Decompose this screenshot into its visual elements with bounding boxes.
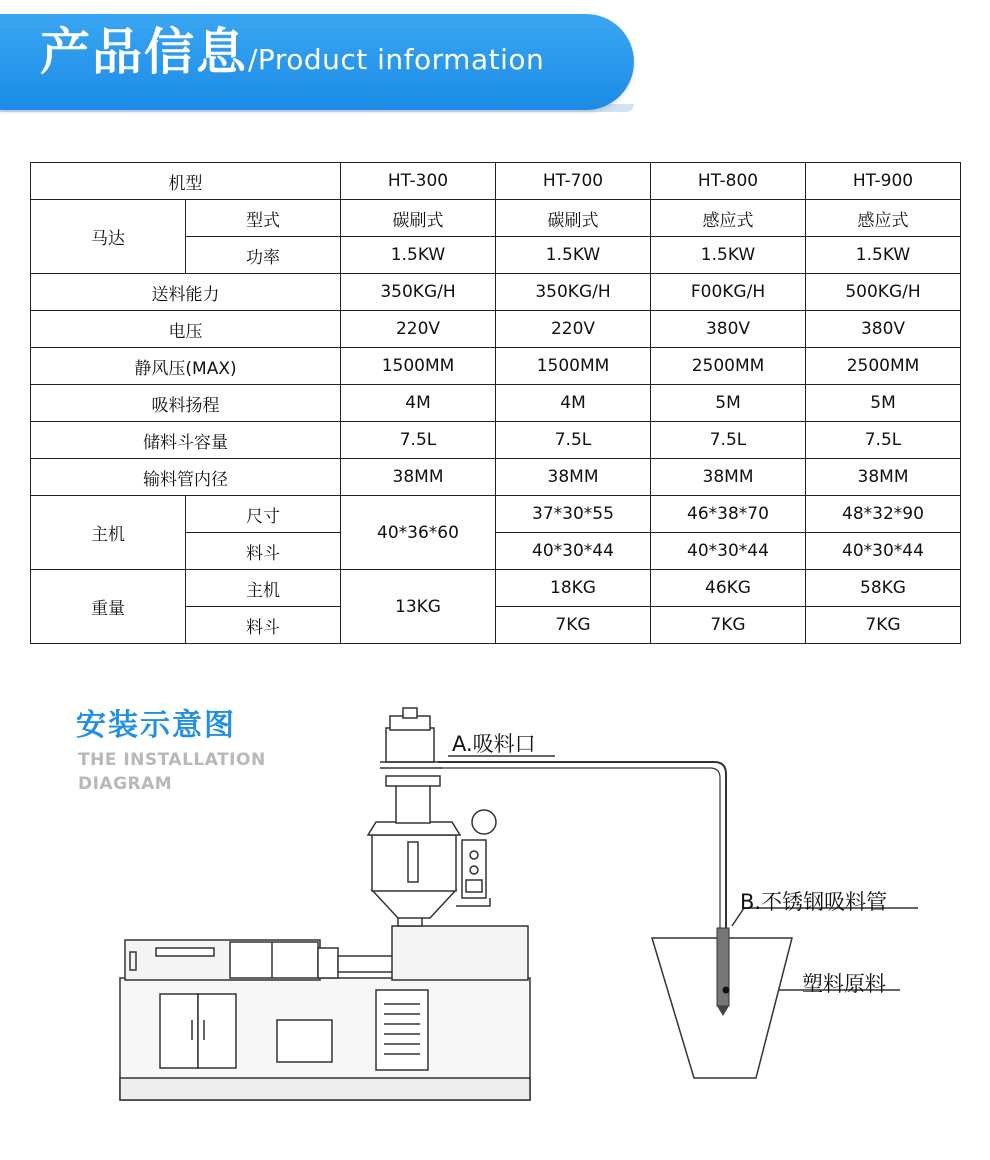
machine-base-edge [120, 1078, 530, 1100]
table-cell: 46KG [651, 570, 806, 607]
table-cell: 1.5KW [806, 237, 961, 274]
table-cell: 350KG/H [496, 274, 651, 311]
motor-label: 马达 [31, 200, 186, 274]
clamp-box [230, 942, 318, 978]
table-cell: 7.5L [651, 422, 806, 459]
table-cell: 2500MM [651, 348, 806, 385]
table-cell: 40*30*44 [806, 533, 961, 570]
table-cell: 48*32*90 [806, 496, 961, 533]
label-b-stainless-pipe: B.不锈钢吸料管 [740, 890, 888, 914]
diagram-subtitle-line2: DIAGRAM [78, 774, 173, 794]
table-cell: 18KG [496, 570, 651, 607]
model-ht800: HT-800 [651, 163, 806, 200]
main-unit-label: 主机 [31, 496, 186, 570]
model-ht300: HT-300 [341, 163, 496, 200]
injection-unit [392, 926, 528, 980]
barrel-housing [318, 948, 338, 978]
loader-head [386, 728, 434, 762]
table-row-model [31, 163, 961, 200]
table-cell: 38MM [806, 459, 961, 496]
model-ht900: HT-900 [806, 163, 961, 200]
label-c-plastic-material: 塑料原料 [802, 972, 886, 996]
table-cell: 380V [651, 311, 806, 348]
middle-box [277, 1020, 332, 1062]
table-cell: 380V [806, 311, 961, 348]
suction-wand [717, 928, 729, 1006]
loader-cylinder [396, 785, 430, 823]
vent-panel [376, 990, 428, 1070]
hopper-top [368, 822, 460, 835]
table-cell: 38MM [341, 459, 496, 496]
table-cell: 1.5KW [341, 237, 496, 274]
row-label: 送料能力 [31, 274, 341, 311]
table-row-weight-main [31, 570, 961, 607]
table-cell: 46*38*70 [651, 496, 806, 533]
model-ht700: HT-700 [496, 163, 651, 200]
motor-type-label: 型式 [186, 200, 341, 237]
loader-fan [403, 708, 417, 718]
table-cell: 感应式 [651, 200, 806, 237]
table-cell: 13KG [341, 570, 496, 644]
row-label: 吸料扬程 [31, 385, 341, 422]
main-size-label: 尺寸 [186, 496, 341, 533]
table-cell: 碳刷式 [496, 200, 651, 237]
table-cell: 1500MM [496, 348, 651, 385]
row-label: 静风压(MAX) [31, 348, 341, 385]
motor-power-label: 功率 [186, 237, 341, 274]
table-cell: F00KG/H [651, 274, 806, 311]
table-cell: 7KG [806, 607, 961, 644]
table-row [31, 311, 961, 348]
table-cell: 7KG [651, 607, 806, 644]
table-row-main-size [31, 496, 961, 533]
table-cell: 7KG [496, 607, 651, 644]
model-label: 机型 [31, 163, 341, 200]
table-row [31, 348, 961, 385]
table-cell: 4M [496, 385, 651, 422]
diagram-subtitle [78, 748, 266, 796]
table-cell: 7.5L [496, 422, 651, 459]
table-cell: 2500MM [806, 348, 961, 385]
row-label: 储料斗容量 [31, 422, 341, 459]
support-arm [456, 898, 490, 906]
cable-ring [472, 810, 496, 834]
hopper-cone [372, 890, 456, 918]
spec-table [30, 162, 961, 644]
row-label: 输料管内径 [31, 459, 341, 496]
table-cell: 4M [341, 385, 496, 422]
weight-main-label: 主机 [186, 570, 341, 607]
table-cell: 5M [651, 385, 806, 422]
main-hopper-label: 料斗 [186, 533, 341, 570]
table-cell: 220V [496, 311, 651, 348]
diagram-subtitle-line1: THE INSTALLATION [78, 750, 266, 770]
table-cell: 500KG/H [806, 274, 961, 311]
table-cell: 40*30*44 [651, 533, 806, 570]
page-title [40, 22, 544, 90]
table-cell: 350KG/H [341, 274, 496, 311]
weight-label: 重量 [31, 570, 186, 644]
table-cell: 37*30*55 [496, 496, 651, 533]
table-cell: 58KG [806, 570, 961, 607]
table-row [31, 274, 961, 311]
loader-cap [386, 776, 440, 786]
table-cell: 碳刷式 [341, 200, 496, 237]
title-en: /Product information [248, 43, 545, 76]
table-cell: 感应式 [806, 200, 961, 237]
title-cn: 产品信息 [40, 23, 248, 81]
table-cell: 1500MM [341, 348, 496, 385]
table-cell: 38MM [496, 459, 651, 496]
table-cell: 220V [341, 311, 496, 348]
label-dot-c [723, 987, 730, 994]
table-cell: 40*36*60 [341, 496, 496, 570]
table-cell: 38MM [651, 459, 806, 496]
weight-hopper-label: 料斗 [186, 607, 341, 644]
table-row [31, 422, 961, 459]
table-row-motor-type [31, 200, 961, 237]
table-cell: 7.5L [341, 422, 496, 459]
label-a-suction-port: A.吸料口 [452, 732, 536, 756]
table-cell: 40*30*44 [496, 533, 651, 570]
barrel [338, 956, 398, 972]
diagram-title: 安装示意图 [76, 708, 236, 743]
table-row [31, 459, 961, 496]
table-row [31, 385, 961, 422]
table-cell: 7.5L [806, 422, 961, 459]
table-cell: 1.5KW [496, 237, 651, 274]
clamp-panel [156, 948, 214, 956]
row-label: 电压 [31, 311, 341, 348]
table-cell: 5M [806, 385, 961, 422]
table-cell: 1.5KW [651, 237, 806, 274]
